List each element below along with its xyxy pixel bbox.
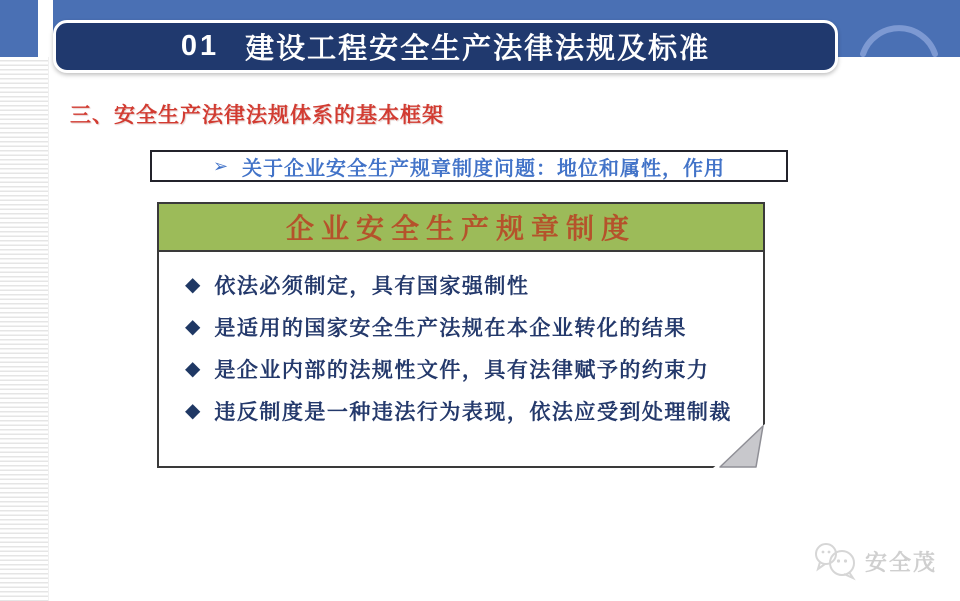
chat-bubbles-icon — [813, 541, 859, 581]
bullet-text: 违反制度是一种违法行为表现，依法应受到处理制裁 — [214, 399, 732, 424]
banner-title: 建设工程安全生产法律法规及标准 — [245, 33, 711, 65]
bullet-row — [185, 395, 745, 426]
bullet-text: 是适用的国家安全生产法规在本企业转化的结果 — [214, 315, 687, 340]
pointer-text: 关于企业安全生产规章制度问题：地位和属性，作用 — [242, 157, 726, 180]
bullet-row — [185, 353, 745, 384]
diamond-icon: ◆ — [185, 399, 201, 422]
pointer-arrow-icon: ➢ — [212, 156, 229, 176]
diamond-icon: ◆ — [185, 357, 201, 380]
bullet-text: 依法必须制定，具有国家强制性 — [214, 273, 530, 298]
arc-icon — [853, 10, 945, 58]
section-heading: 三、安全生产法律法规体系的基本框架 — [70, 104, 444, 127]
diamond-icon: ◆ — [185, 315, 201, 338]
bullet-row — [185, 311, 745, 342]
bullet-row — [185, 269, 745, 300]
title-banner — [53, 20, 838, 73]
banner-number: 01 — [180, 30, 220, 62]
bullet-text: 是企业内部的法规性文件，具有法律赋予的约束力 — [214, 357, 710, 382]
folded-corner-icon — [713, 424, 765, 468]
left-stripe-panel — [0, 57, 49, 601]
pointer-box — [150, 150, 788, 182]
bullet-list — [159, 252, 763, 426]
watermark-text: 安全茂 — [865, 549, 938, 575]
top-band-notch — [38, 0, 53, 57]
card-header-text: 企业安全生产规章制度 — [285, 214, 636, 245]
rules-card — [157, 202, 765, 468]
watermark — [813, 541, 937, 581]
diamond-icon: ◆ — [185, 273, 201, 296]
card-header — [159, 204, 763, 252]
